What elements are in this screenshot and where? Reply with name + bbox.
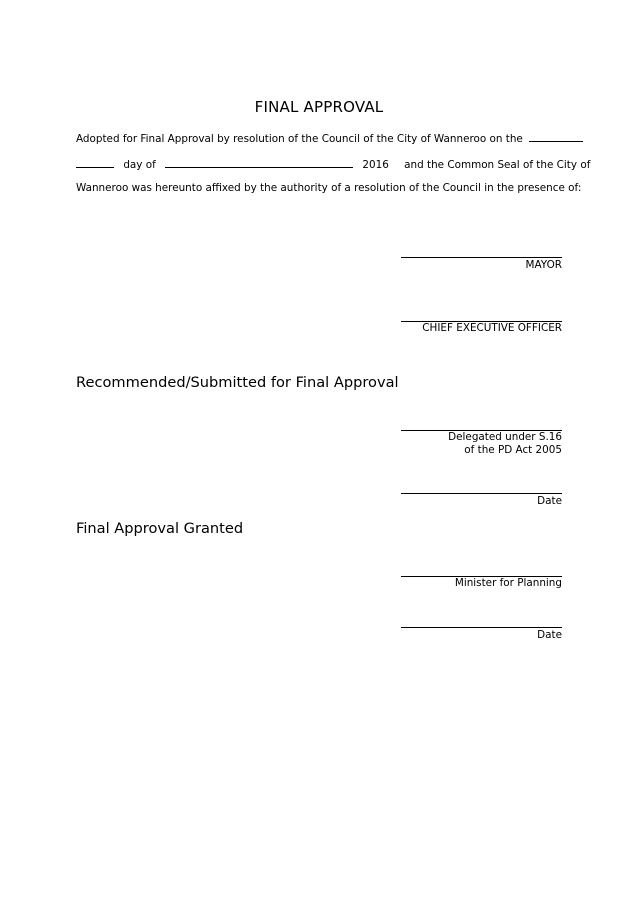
date-label-2: Date — [537, 629, 562, 641]
minister-label: Minister for Planning — [454, 577, 562, 589]
month-blank[interactable] — [165, 156, 353, 168]
delegated-label — [448, 431, 562, 457]
adoption-text: Adopted for Final Approval by resolution of the Council of the City of Wanneroo on the — [76, 133, 523, 145]
paragraph-line-2 — [76, 156, 590, 171]
date-label-1: Date — [537, 495, 562, 507]
ceo-label: CHIEF EXECUTIVE OFFICER — [422, 322, 562, 334]
year-text: 2016 — [362, 159, 389, 171]
delegated-label-line-2: of the PD Act 2005 — [464, 444, 562, 456]
common-seal-text: and the Common Seal of the City of — [404, 159, 591, 171]
page-title: FINAL APPROVAL — [254, 98, 384, 116]
paragraph-line-3: Wanneroo was hereunto affixed by the authority of a resolution of the Council in the presence of: — [76, 182, 582, 194]
date-signature-line-2[interactable] — [401, 627, 562, 628]
delegated-label-line-1: Delegated under S.16 — [448, 431, 562, 443]
adoption-date-blank[interactable] — [529, 130, 583, 142]
day-blank[interactable] — [76, 156, 114, 168]
paragraph-line-1 — [76, 130, 583, 145]
granted-heading: Final Approval Granted — [76, 520, 244, 537]
recommended-heading: Recommended/Submitted for Final Approval — [76, 374, 399, 391]
day-of-text: day of — [123, 159, 156, 171]
date-signature-line-1[interactable] — [401, 493, 562, 494]
mayor-signature-line[interactable] — [401, 257, 562, 258]
mayor-label: MAYOR — [525, 259, 562, 271]
